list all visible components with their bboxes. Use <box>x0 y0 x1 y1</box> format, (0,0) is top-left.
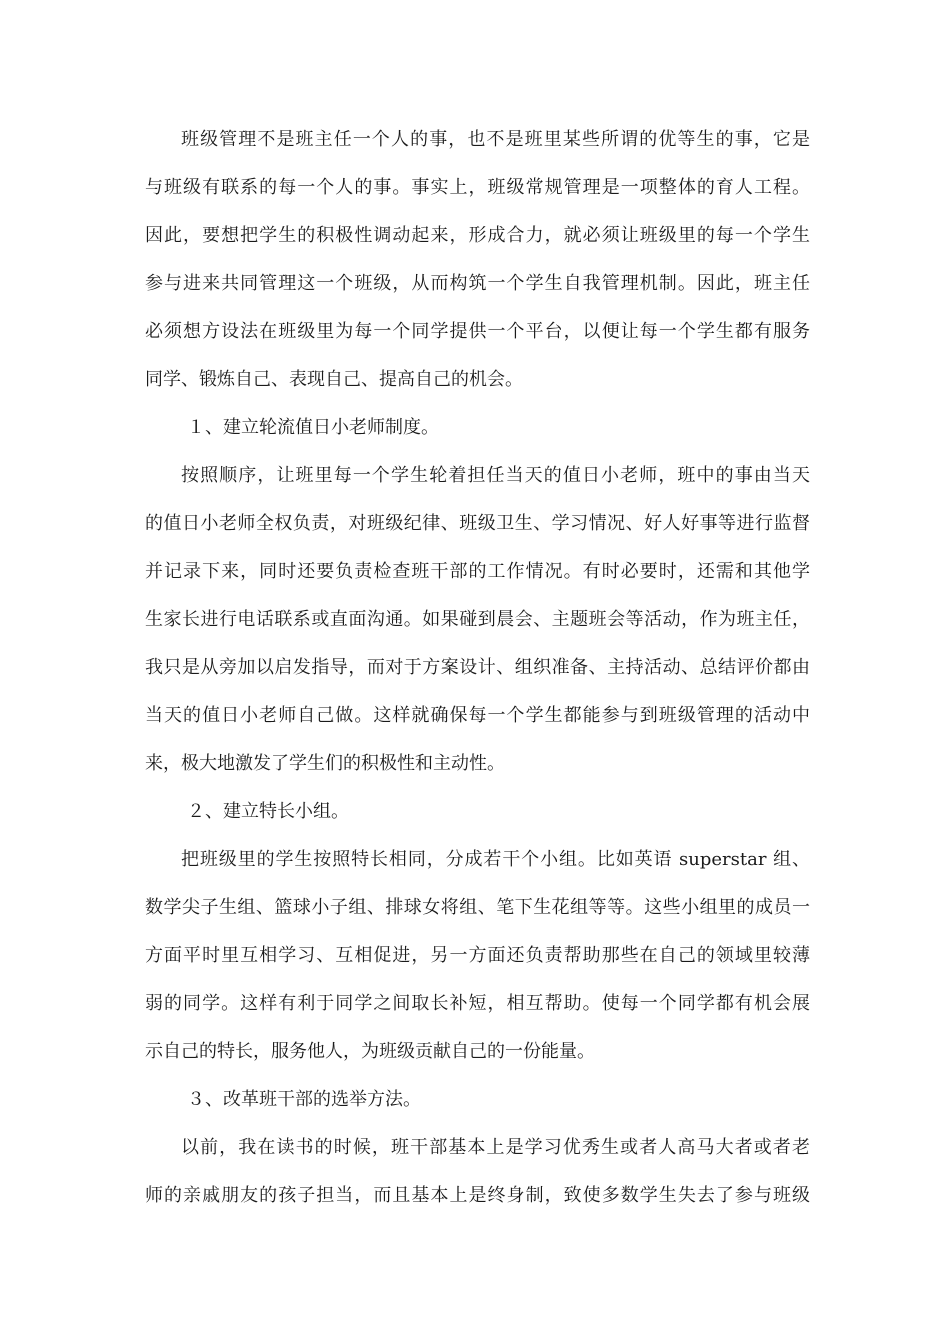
section-heading-2: ２、建立特长小组。 <box>187 801 349 822</box>
text-line: 以前，我在读书的时候，班干部基本上是学习优秀生或者人高马大者或者老 <box>181 1137 810 1158</box>
paragraph-duty-teacher <box>145 452 810 788</box>
text-line: 把班级里的学生按照特长相同，分成若干个小组。比如英语 superstar 组、 <box>181 849 810 870</box>
text-line: 因此，要想把学生的积极性调动起来，形成合力，就必须让班级里的每一个学生 <box>145 225 810 246</box>
text-line: 参与进来共同管理这一个班级，从而构筑一个学生自我管理机制。因此，班主任 <box>145 273 810 294</box>
paragraph-election-reform <box>145 1124 810 1220</box>
document-page <box>145 116 810 1220</box>
text-line: 弱的同学。这样有利于同学之间取长补短，相互帮助。使每一个同学都有机会展 <box>145 993 810 1014</box>
text-line: 数学尖子生组、篮球小子组、排球女将组、笔下生花组等等。这些小组里的成员一 <box>145 897 810 918</box>
text-line: 班级管理不是班主任一个人的事，也不是班里某些所谓的优等生的事，它是 <box>181 129 810 150</box>
text-line: 师的亲戚朋友的孩子担当，而且基本上是终身制，致使多数学生失去了参与班级 <box>145 1185 810 1206</box>
text-line: 我只是从旁加以启发指导，而对于方案设计、组织准备、主持活动、总结评价都由 <box>145 657 810 678</box>
section-heading-3: ３、改革班干部的选举方法。 <box>187 1089 421 1110</box>
text-line: 同学、锻炼自己、表现自己、提高自己的机会。 <box>145 369 523 390</box>
text-line: 必须想方设法在班级里为每一个同学提供一个平台，以便让每一个学生都有服务 <box>145 321 810 342</box>
text-line: 来，极大地激发了学生们的积极性和主动性。 <box>145 753 505 774</box>
text-line: 当天的值日小老师自己做。这样就确保每一个学生都能参与到班级管理的活动中 <box>145 705 810 726</box>
text-line: 方面平时里互相学习、互相促进，另一方面还负责帮助那些在自己的领域里较薄 <box>145 945 810 966</box>
text-line: 的值日小老师全权负责，对班级纪律、班级卫生、学习情况、好人好事等进行监督 <box>145 513 810 534</box>
text-line: 示自己的特长，服务他人，为班级贡献自己的一份能量。 <box>145 1041 595 1062</box>
text-line: 生家长进行电话联系或直面沟通。如果碰到晨会、主题班会等活动，作为班主任， <box>145 609 810 630</box>
text-line: 与班级有联系的每一个人的事。事实上，班级常规管理是一项整体的育人工程。 <box>145 177 810 198</box>
paragraph-specialty-groups <box>145 836 810 1076</box>
text-line: 并记录下来，同时还要负责检查班干部的工作情况。有时必要时，还需和其他学 <box>145 561 810 582</box>
paragraph-intro <box>145 116 810 404</box>
section-heading-1: １、建立轮流值日小老师制度。 <box>187 417 439 438</box>
text-line: 按照顺序，让班里每一个学生轮着担任当天的值日小老师，班中的事由当天 <box>181 465 810 486</box>
